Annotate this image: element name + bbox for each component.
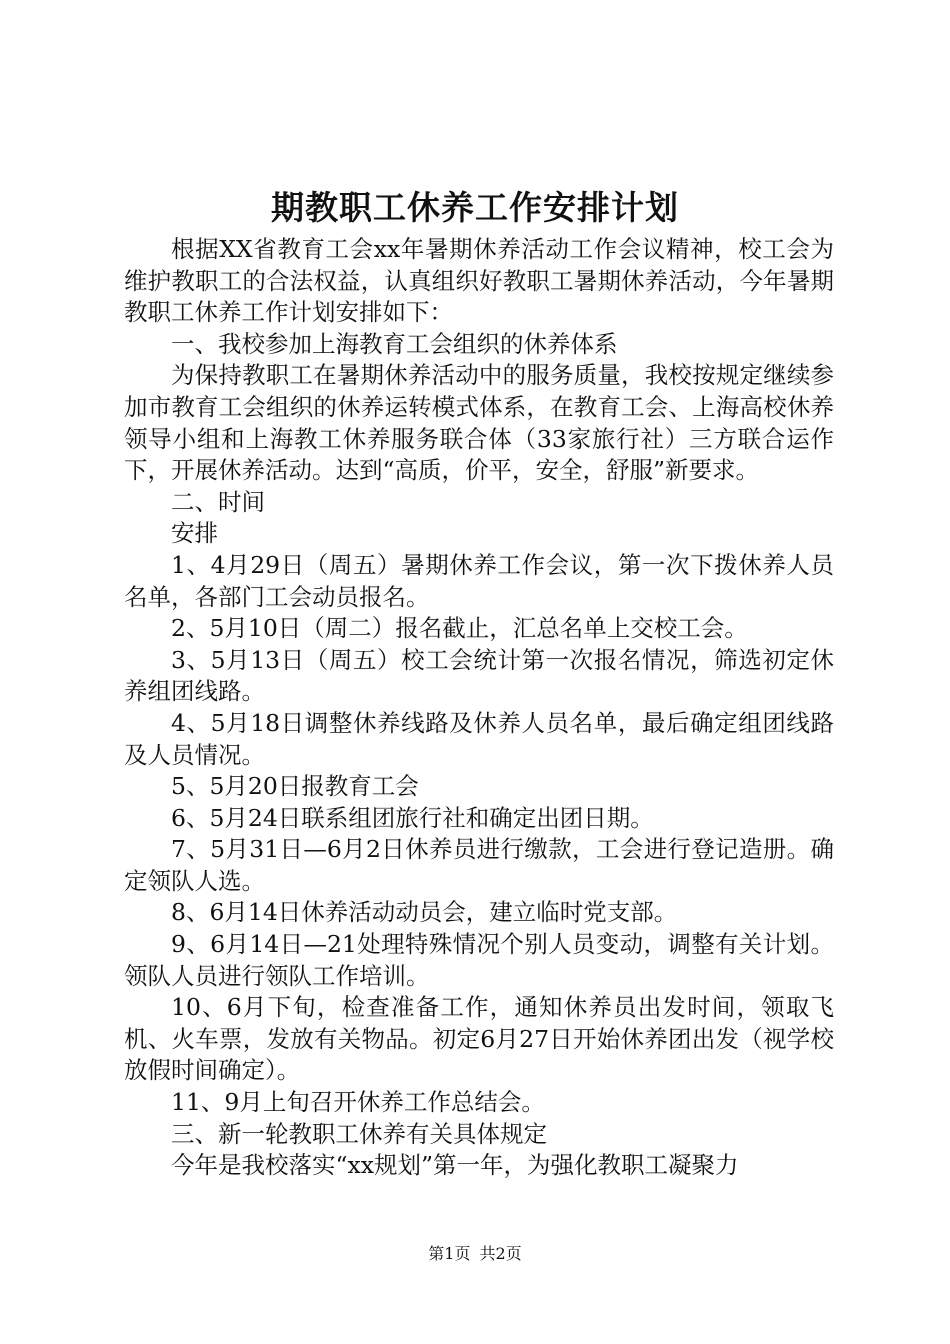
section-heading: 三、新一轮教职工休养有关具体规定: [171, 1119, 547, 1148]
paragraph: 今年是我校落实“xx规划”第一年，为强化教职工凝聚力: [171, 1151, 739, 1180]
list-item: 9、6月14日—21处理特殊情况个别人员变动，调整有关计划。领队人员进行领队工作培训。: [124, 930, 834, 990]
paragraph: 为保持教职工在暑期休养活动中的服务质量，我校按规定继续参加市教育工会组织的休养运转模式体系，在教育工会、上海高校休养领导小组和上海教工休养服务联合体（33家旅行社）三方联合运作下，开展休养活动。达到“高质，价平，安全，舒服”新要求。: [124, 361, 834, 485]
list-item: 2、5月10日（周二）报名截止，汇总名单上交校工会。: [171, 614, 748, 643]
page-footer: [0, 1242, 950, 1266]
paragraph: 安排: [171, 519, 218, 548]
page-total: 共2页: [479, 1244, 522, 1263]
page-number: 第1页: [428, 1244, 471, 1263]
list-item: 7、5月31日—6月2日休养员进行缴款，工会进行登记造册。确定领队人选。: [124, 835, 834, 895]
list-item: 6、5月24日联系组团旅行社和确定出团日期。: [171, 803, 654, 832]
list-item: 3、5月13日（周五）校工会统计第一次报名情况，筛选初定休养组团线路。: [124, 645, 834, 706]
section-heading: 二、时间: [171, 487, 265, 516]
list-item: 11、9月上旬召开休养工作总结会。: [171, 1088, 545, 1117]
section-heading: 一、我校参加上海教育工会组织的休养体系: [171, 329, 618, 358]
list-item: 1、4月29日（周五）暑期休养工作会议，第一次下拨休养人员名单，各部门工会动员报名。: [124, 550, 834, 611]
list-item: 8、6月14日休养活动动员会，建立临时党支部。: [171, 898, 678, 927]
list-item: 10、6月下旬，检查准备工作，通知休养员出发时间，领取飞机、火车票，发放有关物品。初定6月27日开始休养团出发（视学校放假时间确定）。: [124, 993, 834, 1085]
document-title: 期教职工休养工作安排计划: [271, 188, 679, 227]
list-item: 4、5月18日调整休养线路及休养人员名单，最后确定组团线路及人员情况。: [124, 708, 834, 769]
document-body: [124, 234, 834, 1182]
paragraph: 根据XX省教育工会xx年暑期休养活动工作会议精神，校工会为维护教职工的合法权益，认真组织好教职工暑期休养活动，今年暑期教职工休养工作计划安排如下：: [124, 235, 834, 327]
list-item: 5、5月20日报教育工会: [171, 772, 419, 801]
